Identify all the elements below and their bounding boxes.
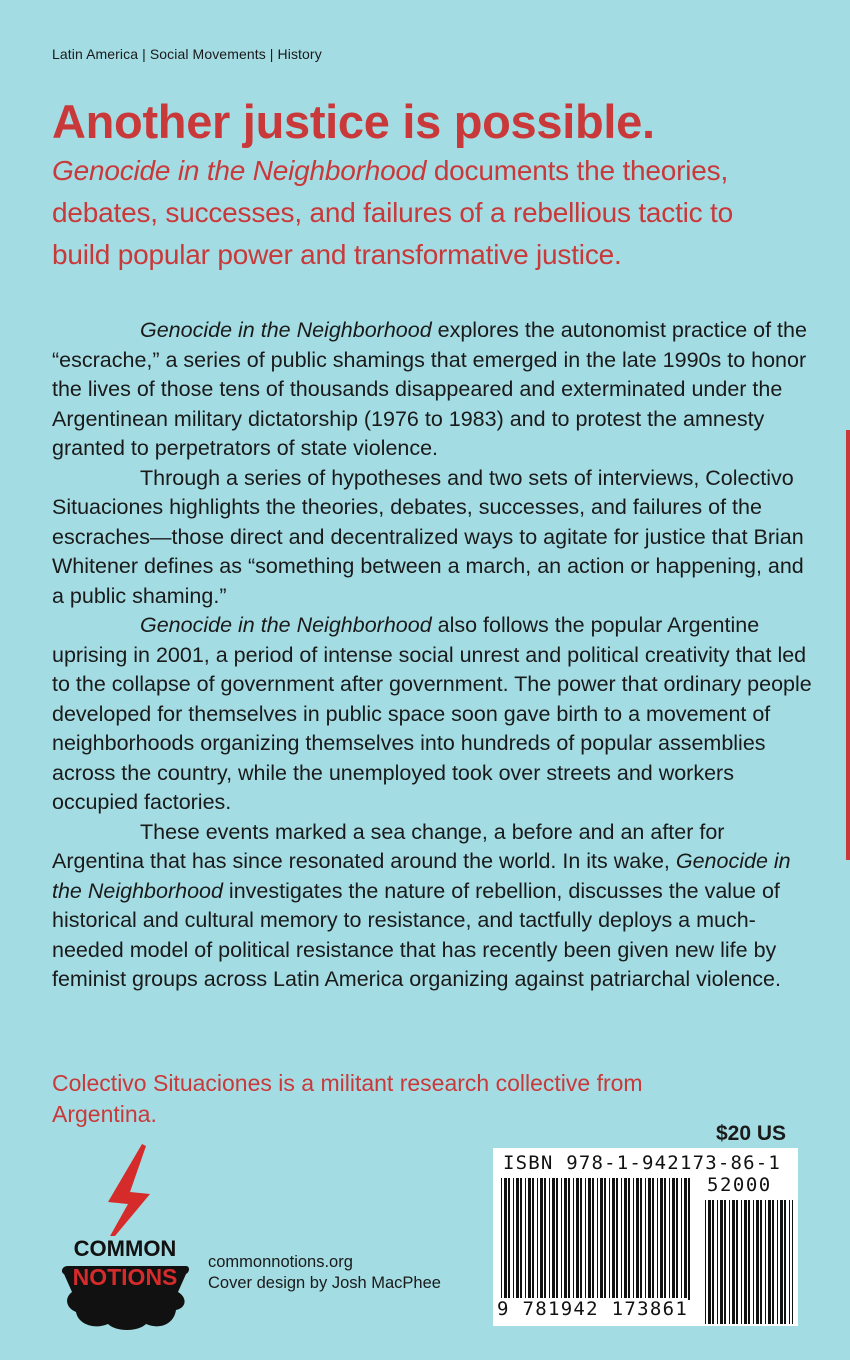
- barcode-bar: [525, 1178, 526, 1300]
- barcode-bar: [585, 1178, 586, 1300]
- barcode-bar: [657, 1178, 658, 1300]
- barcode-bar: [741, 1200, 742, 1324]
- barcode-bar: [708, 1200, 711, 1324]
- barcode-bar: [516, 1178, 519, 1300]
- barcode-bar: [537, 1178, 538, 1300]
- barcode-bar: [501, 1178, 502, 1300]
- barcode-bar: [777, 1200, 778, 1324]
- barcode-bar: [573, 1178, 574, 1300]
- barcode-bar: [540, 1178, 543, 1300]
- barcode-bar: [712, 1200, 714, 1324]
- barcode-bar: [772, 1200, 774, 1324]
- barcode-bar: [789, 1200, 790, 1324]
- publisher-url: commonnotions.org: [208, 1253, 353, 1271]
- barcode-bar: [736, 1200, 738, 1324]
- barcode-bar: [564, 1178, 567, 1300]
- barcode-bar: [792, 1200, 793, 1324]
- book-title-italic: Genocide in the Neighborhood: [140, 613, 432, 637]
- barcode-bar: [652, 1178, 654, 1300]
- barcode-bar: [633, 1178, 634, 1300]
- barcode-bar: [732, 1200, 735, 1324]
- barcode-bar: [648, 1178, 651, 1300]
- barcode-bar: [528, 1178, 531, 1300]
- barcode-bar: [624, 1178, 627, 1300]
- paragraph-text: explores the autonomist practice of the “escrache,” a series of public shamings that emerged in the late 1990s to honor the lives of those tens of thousands disappeared and exterminated under the Argentinean military dictatorship (1976 to 1983) and to protest the amnesty granted to perpetrators of state violence.: [52, 318, 807, 460]
- isbn-number: ISBN 978-1-942173-86-1: [503, 1152, 782, 1174]
- barcode-bar: [609, 1178, 610, 1300]
- barcode-bar: [520, 1178, 522, 1300]
- barcode-digits: 9 781942 173861: [497, 1298, 689, 1320]
- barcode-bar: [513, 1178, 514, 1300]
- book-title-italic: Genocide in the Neighborhood: [140, 318, 432, 342]
- barcode-bar: [660, 1178, 663, 1300]
- barcode-bar: [717, 1200, 718, 1324]
- barcode-bar: [729, 1200, 730, 1324]
- barcode-bar: [588, 1178, 591, 1300]
- barcode-bar: [600, 1178, 603, 1300]
- subhead-text: documents the theories, debates, successes, and failures of a rebellious tactic to build popular power and transformative justice.: [52, 155, 734, 270]
- barcode-bar: [645, 1178, 646, 1300]
- barcode-bar: [544, 1178, 546, 1300]
- logo-word-common: COMMON: [73, 1236, 177, 1261]
- barcode-bar: [672, 1178, 675, 1300]
- barcode-bar: [681, 1178, 682, 1300]
- subhead-book-title: Genocide in the Neighborhood: [52, 155, 427, 186]
- barcode-bar: [765, 1200, 766, 1324]
- barcode-bar: [532, 1178, 534, 1300]
- price-code: 52000: [707, 1174, 772, 1196]
- paragraph-text: These events marked a sea change, a before and an after for Argentina that has since resonated around the world. In its wake,: [52, 819, 725, 873]
- barcode-bar: [604, 1178, 606, 1300]
- barcode-bar: [597, 1178, 598, 1300]
- blurb-paragraph-4: [52, 818, 812, 995]
- barcode-bar: [621, 1178, 622, 1300]
- barcode-bar: [724, 1200, 726, 1324]
- barcode-bar: [616, 1178, 618, 1300]
- barcode-bar: [720, 1200, 723, 1324]
- blurb-paragraph-3: [52, 611, 812, 818]
- barcode-bar: [768, 1200, 771, 1324]
- barcode-bar: [664, 1178, 666, 1300]
- barcode-bar: [556, 1178, 558, 1300]
- price-label: $20 US: [716, 1122, 787, 1145]
- author-bio: Colectivo Situaciones is a militant research collective from Argentina.: [52, 1070, 643, 1127]
- paragraph-text: also follows the popular Argentine uprising in 2001, a period of intense social unrest and political creativity that led to the collapse of government after government. The power that ordinary people developed for themselves in public space soon gave birth to a movement of neighborhoods organizing themselves into hundreds of popular assemblies across the country, while the unemployed took over streets and workers occupied factories.: [52, 613, 812, 814]
- logo-word-notions: NOTIONS: [72, 1264, 178, 1290]
- barcode-bar: [748, 1200, 750, 1324]
- barcode-bar: [592, 1178, 594, 1300]
- barcode-bar: [684, 1178, 687, 1300]
- barcode-bar: [744, 1200, 747, 1324]
- barcode-bar: [508, 1178, 510, 1300]
- barcode-bar: [705, 1200, 706, 1324]
- barcode-bar: [612, 1178, 615, 1300]
- subhead: [52, 150, 782, 276]
- paragraph-text: investigates the nature of rebellion, discusses the value of historical and cultural memory to resistance, and tactfully deploys a much-needed model of political resistance that has recently been given new life by feminist groups across Latin America organizing against patriarchal violence.: [52, 878, 781, 991]
- barcode-bar: [580, 1178, 582, 1300]
- cover-design-credit: Cover design by Josh MacPhee: [208, 1274, 441, 1292]
- barcode-bar: [753, 1200, 754, 1324]
- barcode-bar: [756, 1200, 759, 1324]
- barcode-bar: [568, 1178, 570, 1300]
- barcode-bar: [669, 1178, 670, 1300]
- headline: Another justice is possible.: [52, 95, 655, 148]
- book-title-italic: Genocide in the Neighborhood: [52, 849, 791, 903]
- blurb-paragraph-2: Through a series of hypotheses and two sets of interviews, Colectivo Situaciones highlights the theories, debates, successes, and failures of the escraches—those direct and decentralized ways to agitate for justice that Brian Whitener defines as “something between a march, an action or happening, and a public shaming.”: [52, 465, 804, 608]
- barcode-bar: [552, 1178, 555, 1300]
- barcode-bar: [636, 1178, 639, 1300]
- barcode-bar: [576, 1178, 579, 1300]
- barcode-bar: [561, 1178, 562, 1300]
- barcode-bar: [784, 1200, 786, 1324]
- spine-edge-stripe: [846, 430, 850, 860]
- barcode-bar: [628, 1178, 630, 1300]
- barcode-bar: [688, 1178, 690, 1300]
- barcode-bar: [676, 1178, 678, 1300]
- common-notions-logo: [50, 1142, 200, 1332]
- barcode-bar: [780, 1200, 783, 1324]
- barcode-bar: [549, 1178, 550, 1300]
- isbn-barcode: [493, 1148, 798, 1326]
- barcode-bar: [760, 1200, 762, 1324]
- blurb-paragraph-1: [52, 316, 812, 464]
- barcode-bar: [504, 1178, 507, 1300]
- barcode-bar: [640, 1178, 642, 1300]
- category-line: Latin America | Social Movements | History: [52, 46, 322, 62]
- blurb-body: [52, 316, 812, 995]
